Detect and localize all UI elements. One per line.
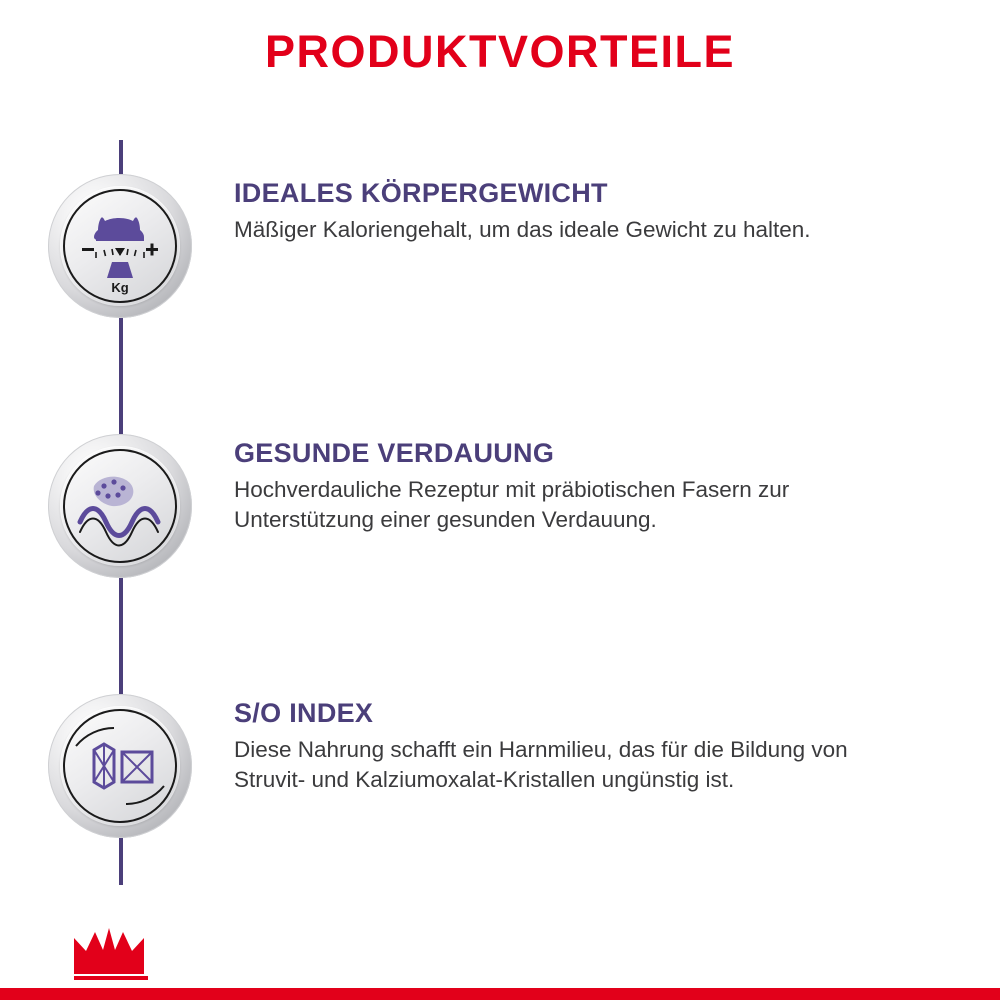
benefit-title: IDEALES KÖRPERGEWICHT — [234, 178, 608, 208]
benefits-list — [0, 160, 1000, 940]
badge-label: Kg — [111, 280, 129, 295]
footer-bar — [0, 988, 1000, 1000]
benefit-description: Mäßiger Kaloriengehalt, um das ideale Gewicht zu halten. — [234, 217, 811, 243]
list-item — [0, 680, 1000, 940]
royal-canin-crown-logo — [70, 920, 156, 980]
benefit-title: GESUNDE VERDAUUNG — [234, 438, 555, 468]
list-item — [0, 160, 1000, 420]
digestive-tract-icon — [48, 434, 192, 578]
list-item — [0, 420, 1000, 680]
urinary-crystals-icon — [48, 694, 192, 838]
cat-weight-scale-icon — [48, 174, 192, 318]
footer — [0, 908, 1000, 1000]
page-title: PRODUKTVORTEILE — [264, 26, 736, 77]
benefit-text-block — [234, 438, 934, 536]
benefit-description: Hochverdauliche Rezeptur mit präbiotischen Fasern zur Unterstützung einer gesunden Verdauung. — [234, 477, 790, 533]
benefit-text-block — [234, 698, 934, 796]
benefit-description: Diese Nahrung schafft ein Harnmilieu, das für die Bildung von Struvit- und Kalziumoxalat-Kristallen ungünstig ist. — [234, 737, 848, 793]
benefit-text-block — [234, 178, 934, 245]
benefit-title: S/O INDEX — [234, 698, 374, 728]
